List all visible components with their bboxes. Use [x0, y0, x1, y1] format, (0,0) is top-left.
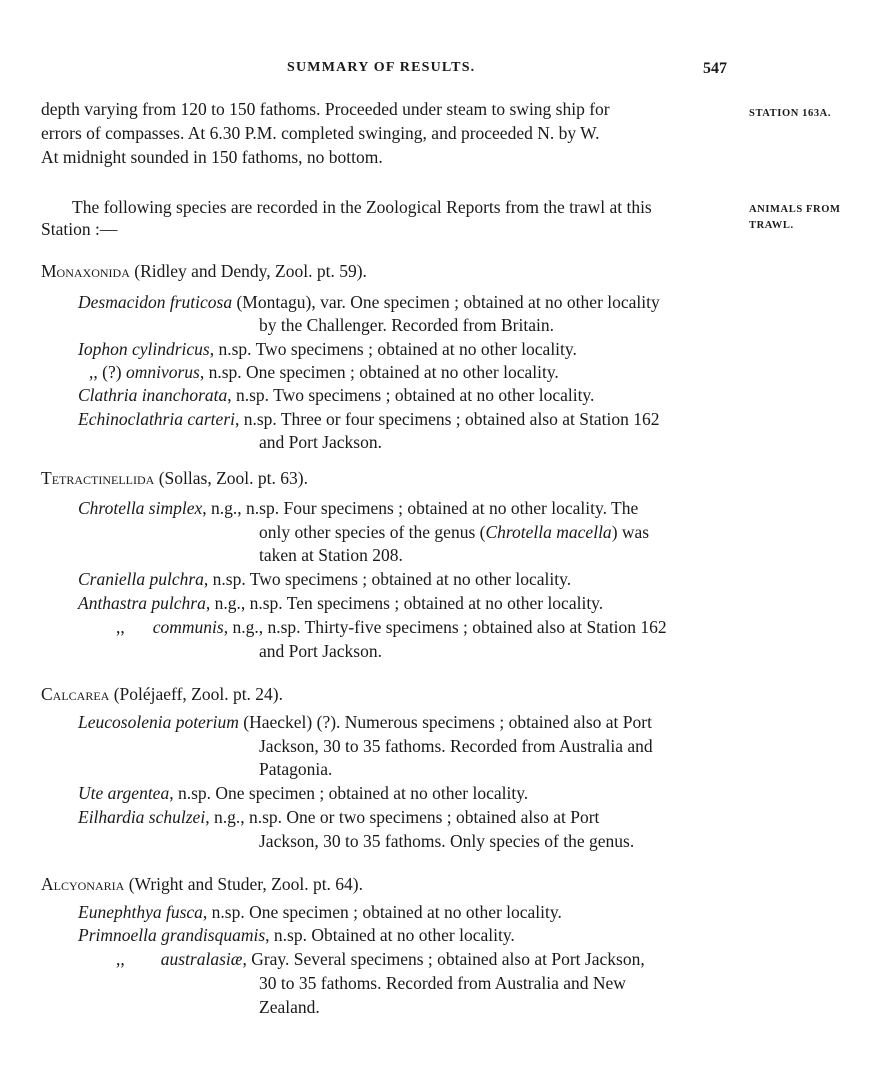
species-entry	[78, 924, 515, 947]
species-name: Iophon cylindricus	[78, 339, 210, 359]
margin-note-station: STATION 163A.	[749, 108, 832, 119]
species-name: Clathria inanchorata	[78, 385, 228, 405]
species-entry-continuation: 30 to 35 fathoms. Recorded from Australia and New	[259, 973, 626, 993]
species-entry-continuation: Patagonia.	[259, 759, 333, 779]
species-notes: , Gray. Several specimens ; obtained also at Port Jackson,	[242, 949, 645, 969]
section-reference: (Sollas, Zool. pt. 63).	[154, 468, 308, 488]
section-heading-monaxonida	[41, 260, 367, 283]
species-entry	[89, 361, 559, 384]
species-notes: , n.g., n.sp. Thirty-five specimens ; obtained also at Station 162	[223, 617, 667, 637]
margin-note-animals	[749, 202, 841, 234]
running-head: SUMMARY OF RESULTS.	[287, 60, 476, 75]
page-number: 547	[703, 60, 727, 77]
section-heading-alcyonaria	[41, 873, 363, 896]
species-name: Leucosolenia poterium	[78, 712, 239, 732]
species-notes: , n.sp. Obtained at no other locality.	[265, 925, 515, 945]
species-name: australasiæ	[160, 949, 243, 969]
section-heading-calcarea	[41, 683, 283, 706]
species-notes: (Haeckel) (?). Numerous specimens ; obtained also at Port	[238, 712, 652, 732]
species-entry-continuation: taken at Station 208.	[259, 545, 403, 565]
section-heading-tetractinellida	[41, 467, 308, 490]
species-entry	[116, 948, 645, 971]
intro-line: The following species are recorded in the Zoological Reports from the trawl at this	[72, 197, 652, 217]
species-notes: , n.sp. Two specimens ; obtained at no other locality.	[227, 385, 595, 405]
species-name: Eilhardia schulzei	[78, 807, 206, 827]
ditto-mark: ,, (?)	[89, 362, 126, 382]
species-entry	[78, 408, 659, 431]
species-entry	[78, 568, 571, 591]
species-entry	[78, 384, 594, 407]
continuation-text: ) was	[611, 522, 650, 542]
species-entry	[78, 806, 599, 829]
species-name: Anthastra pulchra	[78, 593, 206, 613]
species-name: Desmacidon fruticosa	[78, 292, 233, 312]
species-name: Chrotella simplex	[78, 498, 203, 518]
species-notes: , n.g., n.sp. One or two specimens ; obtained also at Port	[205, 807, 600, 827]
margin-note-animals-line2: TRAWL.	[749, 220, 794, 231]
species-entry	[78, 291, 731, 314]
section-name: Monaxonida	[41, 261, 130, 281]
species-notes: , n.sp. Three or four specimens ; obtained also at Station 162	[235, 409, 660, 429]
species-notes: , n.sp. One specimen ; obtained at no other locality.	[202, 902, 562, 922]
species-notes: , n.sp. One specimen ; obtained at no other locality.	[169, 783, 529, 803]
species-notes: , n.sp. Two specimens ; obtained at no other locality.	[209, 339, 577, 359]
species-entry-continuation	[259, 521, 731, 544]
section-name: Calcarea	[41, 684, 110, 704]
species-name: Craniella pulchra	[78, 569, 204, 589]
species-notes: , n.g., n.sp. Ten specimens ; obtained at no other locality.	[205, 593, 604, 613]
intro-line: At midnight sounded in 150 fathoms, no bottom.	[41, 147, 383, 167]
species-notes: , n.sp. One specimen ; obtained at no other locality.	[199, 362, 559, 382]
species-notes: , n.sp. Two specimens ; obtained at no other locality.	[203, 569, 572, 589]
section-reference: (Poléjaeff, Zool. pt. 24).	[109, 684, 284, 704]
species-entry	[78, 782, 528, 805]
intro-line: errors of compasses. At 6.30 P.M. completed swinging, and proceeded N. by W.	[41, 123, 600, 143]
species-name: omnivorus	[125, 362, 200, 382]
section-reference: (Wright and Studer, Zool. pt. 64).	[124, 874, 364, 894]
intro-line: depth varying from 120 to 150 fathoms. Proceeded under steam to swing ship for	[41, 99, 610, 119]
ditto-mark: ,,	[116, 949, 125, 969]
species-name: Echinoclathria carteri	[78, 409, 235, 429]
margin-note-animals-line1: ANIMALS FROM	[749, 204, 841, 215]
species-entry	[78, 901, 562, 924]
species-entry	[116, 616, 667, 639]
species-notes: , n.g., n.sp. Four specimens ; obtained at no other locality. The	[202, 498, 639, 518]
species-notes: (Montagu), var. One specimen ; obtained at no other locality	[232, 292, 660, 312]
species-entry	[78, 592, 603, 615]
section-name: Tetractinellida	[41, 468, 155, 488]
continuation-text: only other species of the genus (	[259, 522, 486, 542]
species-entry-continuation: and Port Jackson.	[259, 432, 382, 452]
species-entry-continuation: Jackson, 30 to 35 fathoms. Only species of the genus.	[259, 831, 635, 851]
section-reference: (Ridley and Dendy, Zool. pt. 59).	[129, 261, 367, 281]
species-name: Ute argentea	[78, 783, 170, 803]
species-entry-continuation: Zealand.	[259, 997, 320, 1017]
species-name: Eunephthya fusca	[78, 902, 203, 922]
species-entry-continuation: by the Challenger. Recorded from Britain.	[259, 315, 554, 335]
species-entry-continuation: Jackson, 30 to 35 fathoms. Recorded from Australia and	[259, 736, 653, 756]
species-entry-continuation: and Port Jackson.	[259, 641, 382, 661]
species-entry	[78, 338, 577, 361]
ditto-mark: ,,	[116, 617, 125, 637]
section-name: Alcyonaria	[41, 874, 125, 894]
species-name: communis	[152, 617, 224, 637]
species-name: Primnoella grandisquamis	[78, 925, 266, 945]
species-entry	[78, 497, 638, 520]
intro-line: Station :—	[41, 219, 118, 239]
species-entry	[78, 711, 652, 734]
species-name: Chrotella macella	[485, 522, 612, 542]
